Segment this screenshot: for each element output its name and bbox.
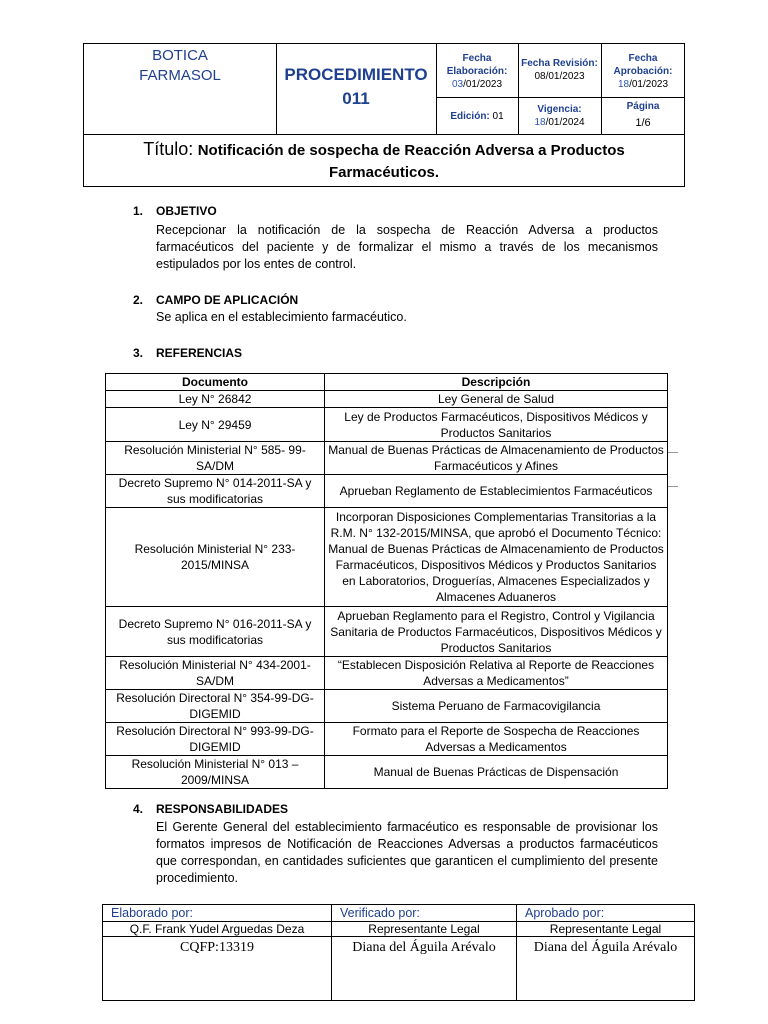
company-line2: FARMASOL (139, 67, 221, 84)
section-3-title: REFERENCIAS (156, 346, 243, 360)
reference-document: Ley N° 29459 (106, 408, 325, 442)
signature-name-row (103, 937, 695, 1001)
fecha-aprobacion-label: Fecha Aprobación: (613, 52, 673, 77)
reference-description: Manual de Buenas Prácticas de Dispensación (325, 756, 668, 789)
table-row (106, 690, 668, 723)
section-1-number: 1. (133, 204, 144, 218)
section-4-title: RESPONSABILIDADES (156, 802, 289, 816)
edicion-cell (436, 98, 518, 134)
reference-document: Resolución Ministerial N° 434-2001-SA/DM (106, 657, 325, 690)
document-header (83, 43, 685, 187)
table-row (106, 391, 668, 408)
references-table (105, 373, 668, 789)
margin-mark (668, 486, 678, 487)
vigencia-label: Vigencia: (537, 104, 582, 115)
pagina-label: Página (626, 101, 660, 112)
pagina-value: 1/6 (635, 117, 651, 129)
company-line1: BOTICA (152, 47, 208, 64)
reference-description: Aprueban Reglamento de Establecimientos Farmacéuticos (325, 475, 668, 508)
signature-role-row (103, 922, 695, 937)
reference-document: Decreto Supremo N° 014-2011-SA y sus modificatorias (106, 475, 325, 508)
edicion-value: 01 (492, 110, 504, 122)
table-row (106, 607, 668, 657)
reference-document: Resolución Directoral N° 354-99-DG-DIGEMID (106, 690, 325, 723)
section-2-title: CAMPO DE APLICACIÓN (156, 293, 299, 307)
reference-description: Incorporan Disposiciones Complementarias Transitorias a la R.M. N° 132-2015/MINSA, que aprobó el Documento Técnico: Manual de Buenas Prácticas de Almacenamiento de Productos Farmacéuticos, Dispositivos Médicos y Productos Sanitarios en Laboratorios, Droguerías, Almacenes Especializados y Almacenes Aduaneros (325, 508, 668, 607)
section-1-text: Recepcionar la notificación de la sospecha de Reacción Adversa a productos farmacéuticos del paciente y de formalizar el mismo a través de los mecanismos estipulados por los entes de control. (156, 223, 658, 271)
column-header-descripcion: Descripción (325, 374, 668, 391)
fecha-aprobacion-value: 18/01/2023 (617, 78, 669, 90)
pagina-cell (601, 96, 685, 134)
procedure-code (276, 52, 436, 122)
fecha-aprobacion-cell (601, 46, 685, 96)
vigencia-cell (518, 98, 601, 134)
table-row (106, 756, 668, 789)
verificado-label: Verificado por: (332, 905, 517, 922)
fecha-elaboracion-label: Fecha Elaboración: (446, 52, 508, 77)
reference-description: Ley General de Salud (325, 391, 668, 408)
vigencia-value: 18/01/2024 (534, 117, 585, 128)
fecha-revision-value: 08/01/2023 (534, 71, 585, 82)
reference-description: Formato para el Reporte de Sospecha de Reacciones Adversas a Medicamentos (325, 723, 668, 756)
aprobado-label: Aprobado por: (517, 905, 695, 922)
section-2-number: 2. (133, 293, 144, 307)
table-row (106, 657, 668, 690)
elaborado-cqfp: CQFP:13319 (103, 937, 332, 1001)
reference-document: Resolución Ministerial N° 585- 99-SA/DM (106, 442, 325, 475)
reference-description: Aprueban Reglamento para el Registro, Control y Vigilancia Sanitaria de Productos Farmacéuticos, Dispositivos Médicos y Productos Sanitarios (325, 607, 668, 657)
reference-document: Resolución Ministerial N° 013 – 2009/MINSA (106, 756, 325, 789)
table-row (106, 442, 668, 475)
reference-description: Manual de Buenas Prácticas de Almacenamiento de Productos Farmacéuticos y Afines (325, 442, 668, 475)
elaborado-name: Q.F. Frank Yudel Arguedas Deza (103, 922, 332, 937)
reference-document: Ley N° 26842 (106, 391, 325, 408)
elaborado-label: Elaborado por: (103, 905, 332, 922)
signature-label-row (103, 905, 695, 922)
section-4-text: El Gerente General del establecimiento farmacéutico es responsable de provisionar los formatos impresos de Notificación de Reacciones Adversas a productos farmacéuticos que correspondan, en cantidades suficientes que garanticen el cumplimiento del presente procedimiento. (156, 820, 658, 885)
aprobado-signer: Diana del Águila Arévalo (517, 937, 695, 1001)
margin-mark (668, 452, 678, 453)
reference-document: Resolución Directoral N° 993-99-DG-DIGEMID (106, 723, 325, 756)
aprobado-role: Representante Legal (517, 922, 695, 937)
fecha-revision-cell (518, 50, 601, 90)
title-line2: Farmacéuticos. (328, 164, 440, 181)
company-name (84, 44, 276, 88)
document-title (84, 135, 684, 187)
procedure-line1: PROCEDIMIENTO (284, 65, 428, 84)
reference-description: Ley de Productos Farmacéuticos, Dispositivos Médicos y Productos Sanitarios (325, 408, 668, 442)
reference-document: Resolución Ministerial N° 233-2015/MINSA (106, 508, 325, 607)
section-1-title: OBJETIVO (156, 204, 217, 218)
reference-document: Decreto Supremo N° 016-2011-SA y sus modificatorias (106, 607, 325, 657)
reference-description: “Establecen Disposición Relativa al Reporte de Reacciones Adversas a Medicamentos” (325, 657, 668, 690)
reference-description: Sistema Peruano de Farmacovigilancia (325, 690, 668, 723)
table-row (106, 508, 668, 607)
title-label: Título: (143, 139, 194, 159)
verificado-role: Representante Legal (332, 922, 517, 937)
table-row (106, 408, 668, 442)
references-header-row (106, 374, 668, 391)
section-2-text: Se aplica en el establecimiento farmacéutico. (156, 310, 407, 324)
fecha-elaboracion-cell (436, 46, 518, 96)
verificado-signer: Diana del Águila Arévalo (332, 937, 517, 1001)
section-3-number: 3. (133, 346, 144, 360)
fecha-revision-label: Fecha Revisión: (521, 58, 598, 69)
table-row (106, 723, 668, 756)
table-row (106, 475, 668, 508)
procedure-line2: 011 (342, 89, 370, 108)
signature-table (102, 904, 695, 1001)
column-header-documento: Documento (106, 374, 325, 391)
edicion-label: Edición: (450, 110, 490, 122)
fecha-elaboracion-value: 03/01/2023 (451, 78, 503, 90)
title-line1: Notificación de sospecha de Reacción Adversa a Productos (197, 142, 625, 159)
section-4-number: 4. (133, 802, 144, 816)
